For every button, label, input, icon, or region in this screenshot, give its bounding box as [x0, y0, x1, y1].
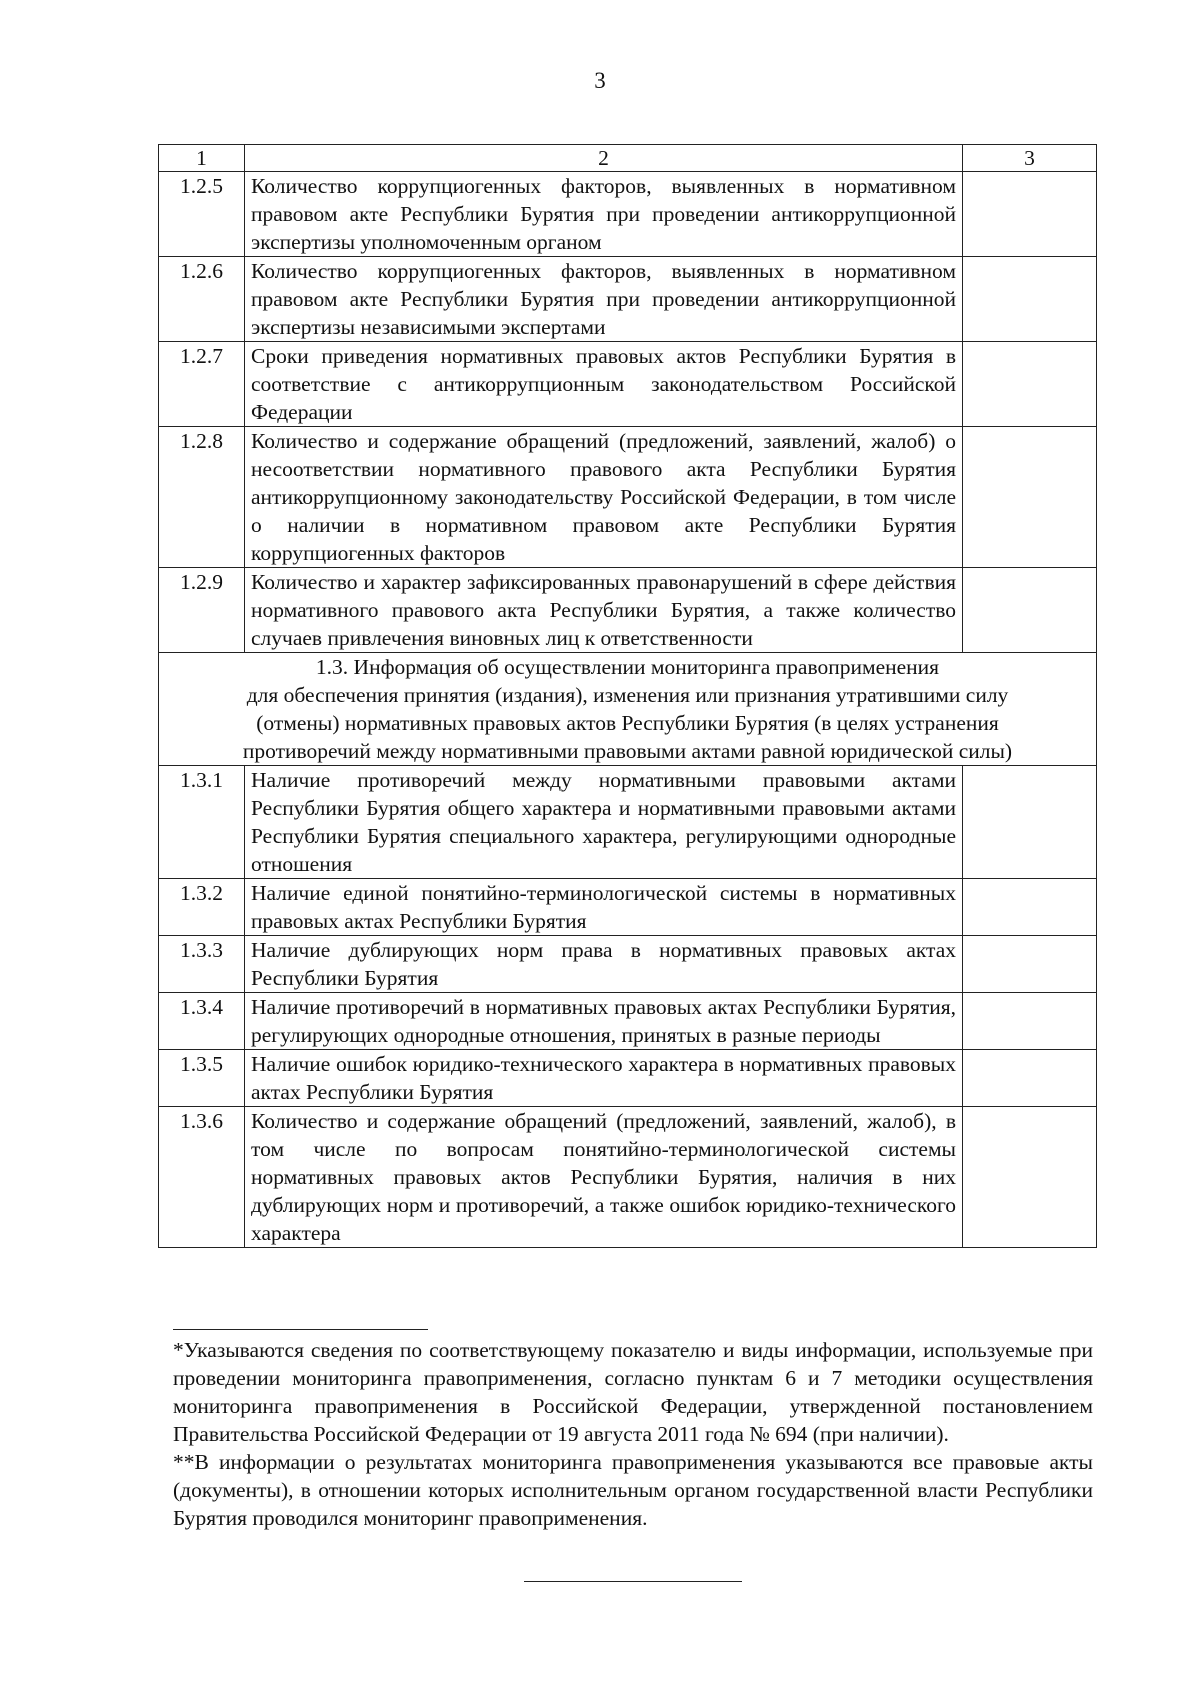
row-text: Наличие единой понятийно-терминологической системы в нормативных правовых актах Республики Бурятия — [245, 879, 963, 936]
footnote-divider — [173, 1329, 428, 1330]
table-row — [159, 993, 1097, 1050]
footnote: **В информации о результатах мониторинга правоприменения указываются все правовые акты (документы), в отношении которых исполнительным органом государственной власти Республики Бурятия проводился мониторинг правоприменения. — [173, 1450, 1093, 1530]
table-row — [159, 936, 1097, 993]
table-row — [159, 1050, 1097, 1107]
end-divider — [524, 1581, 742, 1582]
row-value — [963, 172, 1097, 257]
table-row — [159, 257, 1097, 342]
row-text: Наличие дублирующих норм права в нормативных правовых актах Республики Бурятия — [245, 936, 963, 993]
row-value — [963, 936, 1097, 993]
row-value — [963, 568, 1097, 653]
column-header-1: 1 — [159, 145, 245, 172]
row-text: Количество и характер зафиксированных правонарушений в сфере действия нормативного правового акта Республики Бурятия, а также количество случаев привлечения виновных лиц к ответственности — [245, 568, 963, 653]
table-row — [159, 172, 1097, 257]
table-row — [159, 1107, 1097, 1248]
row-value — [963, 766, 1097, 879]
row-text: Наличие противоречий в нормативных правовых актах Республики Бурятия, регулирующих однородные отношения, принятых в разные периоды — [245, 993, 963, 1050]
row-text: Наличие ошибок юридико-технического характера в нормативных правовых актах Республики Бурятия — [245, 1050, 963, 1107]
row-text: Количество и содержание обращений (предложений, заявлений, жалоб) о несоответствии нормативного правового акта Республики Бурятия антикоррупционному законодательству Российской Федерации, в том числе о наличии в нормативном правовом акте Республики Бурятия коррупциогенных факторов — [245, 427, 963, 568]
section-heading-line: 1.3. Информация об осуществлении мониторинга правоприменения — [315, 655, 940, 679]
row-value — [963, 993, 1097, 1050]
row-number: 1.2.6 — [159, 257, 245, 342]
row-number: 1.2.5 — [159, 172, 245, 257]
indicators-table — [158, 144, 1097, 1248]
section-heading — [159, 653, 1097, 766]
table-row — [159, 427, 1097, 568]
footnote: *Указываются сведения по соответствующему показателю и виды информации, используемые при проведении мониторинга правоприменения, согласно пунктам 6 и 7 методики осуществления мониторинга правоприменения в Российской Федерации, утвержденной постановлением Правительства Российской Федерации от 19 августа 2011 года № 694 (при наличии). — [173, 1338, 1093, 1446]
row-number: 1.3.6 — [159, 1107, 245, 1248]
table-row — [159, 568, 1097, 653]
page-number: 3 — [594, 68, 606, 93]
row-text: Количество и содержание обращений (предложений, заявлений, жалоб), в том числе по вопросам понятийно-терминологической системы нормативных правовых актов Республики Бурятия, наличия в них дублирующих норм и противоречий, а также ошибок юридико-технического характера — [245, 1107, 963, 1248]
column-header-3: 3 — [963, 145, 1097, 172]
row-text: Наличие противоречий между нормативными правовыми актами Республики Бурятия общего характера и нормативными правовыми актами Республики Бурятия специального характера, регулирующими однородные отношения — [245, 766, 963, 879]
row-number: 1.3.3 — [159, 936, 245, 993]
row-number: 1.2.9 — [159, 568, 245, 653]
table-row — [159, 342, 1097, 427]
footnotes — [173, 1336, 1093, 1532]
row-value — [963, 1050, 1097, 1107]
row-text: Сроки приведения нормативных правовых актов Республики Бурятия в соответствие с антикоррупционным законодательством Российской Федерации — [245, 342, 963, 427]
section-row — [159, 653, 1097, 766]
row-text: Количество коррупциогенных факторов, выявленных в нормативном правовом акте Республики Бурятия при проведении антикоррупционной экспертизы независимыми экспертами — [245, 257, 963, 342]
row-number: 1.3.5 — [159, 1050, 245, 1107]
table-row — [159, 879, 1097, 936]
row-value — [963, 427, 1097, 568]
table-row — [159, 766, 1097, 879]
row-value — [963, 342, 1097, 427]
section-heading-line: для обеспечения принятия (издания), изменения или признания утратившими силу — [246, 683, 1009, 707]
row-value — [963, 879, 1097, 936]
row-number: 1.2.8 — [159, 427, 245, 568]
section-heading-line: противоречий между нормативными правовыми актами равной юридической силы) — [242, 739, 1013, 763]
row-value — [963, 1107, 1097, 1248]
row-number: 1.2.7 — [159, 342, 245, 427]
column-header-2: 2 — [245, 145, 963, 172]
row-number: 1.3.1 — [159, 766, 245, 879]
row-number: 1.3.2 — [159, 879, 245, 936]
row-text: Количество коррупциогенных факторов, выявленных в нормативном правовом акте Республики Бурятия при проведении антикоррупционной экспертизы уполномоченным органом — [245, 172, 963, 257]
row-number: 1.3.4 — [159, 993, 245, 1050]
section-heading-line: (отмены) нормативных правовых актов Республики Бурятия (в целях устранения — [256, 711, 999, 735]
row-value — [963, 257, 1097, 342]
table-header-row — [159, 145, 1097, 172]
